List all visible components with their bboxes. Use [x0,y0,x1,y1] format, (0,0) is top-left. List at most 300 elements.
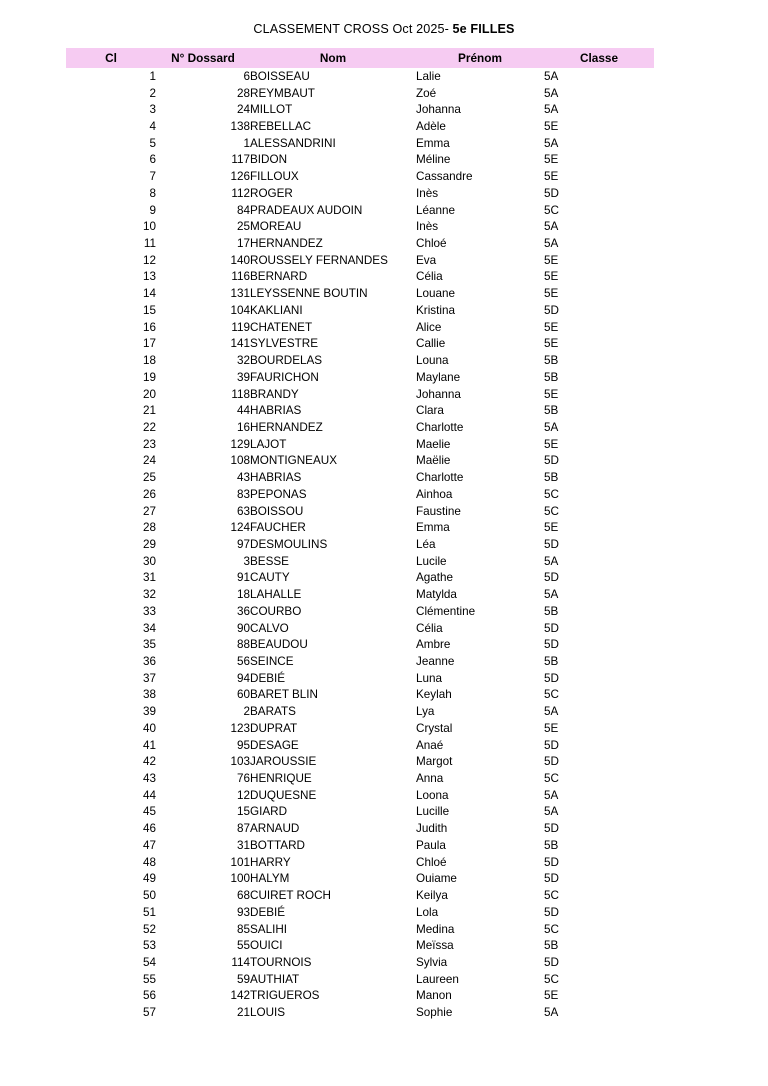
cell-firstname: Paula [416,838,446,852]
cell-class: 5D [544,855,559,869]
cell-class: 5A [544,1006,559,1020]
cell-class: 5C [544,922,559,936]
cell-firstname: Célia [416,621,443,635]
table-row [66,118,654,135]
cell-class: 5D [544,872,559,886]
cell-rank: 40 [142,721,156,735]
cell-name: HENRIQUE [250,772,312,786]
cell-name: ROUSSELY FERNANDES [250,253,388,267]
cell-firstname: Léa [416,537,436,551]
cell-name: TOURNOIS [250,955,312,969]
cell-name: ARNAUD [250,822,300,836]
cell-name: CALVO [250,621,289,635]
cell-name: HARRY [250,855,291,869]
table-row [66,269,654,286]
cell-firstname: Jeanne [416,655,455,669]
cell-class: 5A [544,136,559,150]
cell-class: 5E [544,437,559,451]
cell-name: CHATENET [250,320,313,334]
cell-bib: 76 [236,772,250,786]
cell-firstname: Maylane [416,370,461,384]
cell-name: PEPONAS [250,487,307,501]
cell-rank: 22 [142,420,156,434]
cell-name: FILLOUX [250,170,299,184]
cell-name: HABRIAS [250,471,302,485]
cell-class: 5B [544,655,559,669]
cell-bib: 31 [236,838,250,852]
cell-class: 5A [544,237,559,251]
cell-class: 5B [544,370,559,384]
cell-firstname: Laureen [416,972,459,986]
cell-name: JAROUSSIE [250,755,317,769]
cell-rank: 10 [142,220,156,234]
cell-class: 5E [544,337,559,351]
cell-name: DESAGE [250,738,299,752]
cell-bib: 18 [236,588,250,602]
cell-rank: 27 [142,504,156,518]
cell-bib: 44 [236,404,250,418]
table-row [66,737,654,754]
cell-firstname: Agathe [416,571,454,585]
table-row [66,570,654,587]
table-row [66,804,654,821]
table-row [66,336,654,353]
cell-bib: 94 [236,671,250,685]
table-row [66,285,654,302]
cell-bib: 142 [230,989,250,1003]
table-row [66,218,654,235]
cell-bib: 103 [230,755,250,769]
cell-bib: 16 [236,420,250,434]
cell-rank: 56 [142,989,156,1003]
cell-bib: 131 [230,287,250,301]
table-row [66,753,654,770]
cell-rank: 15 [142,303,156,317]
cell-class: 5D [544,738,559,752]
cell-class: 5C [544,889,559,903]
cell-rank: 17 [142,337,156,351]
cell-bib: 43 [236,471,250,485]
page-title [0,21,768,37]
cell-bib: 24 [236,103,250,117]
cell-class: 5E [544,287,559,301]
cell-class: 5D [544,822,559,836]
cell-firstname: Luna [416,671,443,685]
cell-name: MONTIGNEAUX [250,454,338,468]
cell-firstname: Charlotte [416,471,464,485]
cell-firstname: Adèle [416,120,446,134]
table-row [66,352,654,369]
cell-bib: 93 [236,905,250,919]
cell-firstname: Sylvia [416,955,448,969]
cell-firstname: Clémentine [416,604,476,618]
cell-name: BOISSOU [250,504,304,518]
table-row [66,536,654,553]
table-row [66,101,654,118]
cell-rank: 2 [149,86,156,100]
cell-name: AUTHIAT [250,972,300,986]
cell-firstname: Ainhoa [416,487,453,501]
cell-firstname: Chloé [416,855,447,869]
cell-rank: 37 [142,671,156,685]
cell-name: MOREAU [250,220,302,234]
cell-class: 5D [544,905,559,919]
table-row [66,185,654,202]
table-row [66,988,654,1005]
table-row [66,887,654,904]
cell-firstname: Ambre [416,638,451,652]
cell-bib: 112 [231,186,250,200]
cell-class: 5A [544,86,559,100]
cell-firstname: Lalie [416,69,441,83]
table-body [66,68,654,1021]
cell-rank: 35 [142,638,156,652]
cell-name: REBELLAC [250,120,312,134]
cell-name: LAHALLE [250,588,302,602]
table-row [66,837,654,854]
cell-rank: 48 [142,855,156,869]
cell-class: 5A [544,103,559,117]
cell-class: 5C [544,504,559,518]
cell-rank: 38 [142,688,156,702]
cell-bib: 36 [236,604,250,618]
cell-firstname: Lucile [416,554,447,568]
cell-bib: 39 [236,370,250,384]
cell-name: CUIRET ROCH [250,889,331,903]
cell-firstname: Loona [416,788,449,802]
cell-rank: 46 [142,822,156,836]
cell-name: LOUIS [250,1006,286,1020]
column-header-rank: Cl [66,48,156,68]
cell-bib: 91 [236,571,250,585]
cell-firstname: Méline [416,153,451,167]
cell-class: 5A [544,69,559,83]
table-row [66,453,654,470]
cell-bib: 84 [236,203,250,217]
cell-name: LEYSSENNE BOUTIN [250,287,368,301]
cell-bib: 32 [236,354,250,368]
cell-firstname: Johanna [416,103,461,117]
cell-rank: 31 [142,571,156,585]
cell-class: 5E [544,120,559,134]
cell-class: 5D [544,671,559,685]
cell-rank: 45 [142,805,156,819]
table-row [66,937,654,954]
cell-name: HABRIAS [250,404,302,418]
table-row [66,152,654,169]
table-row [66,469,654,486]
table-row [66,168,654,185]
cell-bib: 117 [231,153,250,167]
cell-rank: 16 [142,320,156,334]
cell-class: 5E [544,153,559,167]
cell-firstname: Callie [416,337,446,351]
cell-rank: 52 [142,922,156,936]
cell-rank: 43 [142,772,156,786]
ranking-table [66,48,654,1021]
cell-class: 5E [544,170,559,184]
cell-rank: 51 [142,905,156,919]
cell-rank: 19 [142,370,156,384]
cell-bib: 85 [236,922,250,936]
cell-name: BERNARD [250,270,308,284]
table-row [66,687,654,704]
cell-rank: 24 [142,454,156,468]
cell-class: 5E [544,320,559,334]
table-row [66,402,654,419]
cell-rank: 5 [149,136,156,150]
cell-name: BESSE [250,554,289,568]
cell-bib: 3 [243,554,250,568]
cell-rank: 33 [142,604,156,618]
cell-bib: 118 [231,387,250,401]
cell-name: HERNANDEZ [250,420,323,434]
cell-class: 5C [544,772,559,786]
cell-rank: 23 [142,437,156,451]
cell-bib: 56 [236,655,250,669]
cell-firstname: Cassandre [416,170,473,184]
cell-name: SALIHI [250,922,288,936]
cell-class: 5D [544,638,559,652]
cell-class: 5B [544,939,559,953]
cell-firstname: Charlotte [416,420,464,434]
table-row [66,68,654,85]
cell-class: 5C [544,972,559,986]
table-row [66,720,654,737]
cell-rank: 28 [142,521,156,535]
table-row [66,503,654,520]
cell-firstname: Inès [416,220,439,234]
cell-rank: 25 [142,471,156,485]
table-row [66,820,654,837]
table-row [66,302,654,319]
cell-bib: 90 [236,621,250,635]
cell-firstname: Emma [416,521,450,535]
cell-rank: 8 [149,186,156,200]
table-row [66,703,654,720]
cell-bib: 104 [230,303,250,317]
cell-bib: 95 [236,738,250,752]
cell-rank: 21 [142,404,156,418]
cell-bib: 68 [236,889,250,903]
cell-bib: 140 [230,253,250,267]
cell-class: 5B [544,604,559,618]
cell-class: 5D [544,454,559,468]
cell-name: DESMOULINS [250,537,328,551]
cell-firstname: Manon [416,989,452,1003]
cell-name: BOTTARD [250,838,305,852]
cell-name: BARATS [250,705,296,719]
cell-bib: 126 [230,170,250,184]
cell-class: 5A [544,805,559,819]
column-header-firstname: Prénom [416,48,544,68]
table-row [66,586,654,603]
cell-name: TRIGUEROS [250,989,320,1003]
cell-firstname: Louane [416,287,456,301]
cell-firstname: Maëlie [416,454,451,468]
cell-name: BIDON [250,153,288,167]
cell-firstname: Lya [416,705,435,719]
cell-bib: 28 [236,86,250,100]
table-row [66,871,654,888]
cell-firstname: Eva [416,253,437,267]
cell-firstname: Zoé [416,86,437,100]
cell-rank: 42 [142,755,156,769]
cell-class: 5A [544,554,559,568]
table-row [66,202,654,219]
cell-firstname: Keylah [416,688,452,702]
table-row [66,436,654,453]
cell-firstname: Kristina [416,303,455,317]
cell-rank: 20 [142,387,156,401]
cell-bib: 108 [230,454,250,468]
table-row [66,787,654,804]
cell-bib: 124 [230,521,250,535]
cell-rank: 34 [142,621,156,635]
cell-rank: 57 [142,1006,156,1020]
cell-name: HERNANDEZ [250,237,323,251]
cell-firstname: Ouiame [416,872,457,886]
cell-firstname: Célia [416,270,443,284]
cell-name: ALESSANDRINI [250,136,336,150]
table-row [66,1004,654,1021]
cell-class: 5D [544,621,559,635]
cell-firstname: Chloé [416,237,447,251]
table-row [66,921,654,938]
cell-bib: 60 [236,688,250,702]
cell-bib: 87 [236,822,250,836]
cell-bib: 59 [236,972,250,986]
cell-bib: 17 [236,237,250,251]
cell-name: COURBO [250,604,302,618]
column-header-class: Classe [544,48,654,68]
cell-rank: 14 [142,287,156,301]
cell-name: BEAUDOU [250,638,308,652]
cell-name: SEINCE [250,655,294,669]
cell-bib: 15 [236,805,250,819]
cell-name: DUPRAT [250,721,298,735]
cell-class: 5B [544,838,559,852]
cell-class: 5A [544,788,559,802]
table-row [66,954,654,971]
table-row [66,636,654,653]
cell-name: BOURDELAS [250,354,323,368]
cell-rank: 50 [142,889,156,903]
cell-class: 5D [544,186,559,200]
cell-firstname: Keilya [416,889,448,903]
cell-rank: 11 [143,237,156,251]
cell-bib: 2 [243,705,250,719]
cell-firstname: Inès [416,186,439,200]
table-row [66,770,654,787]
cell-rank: 30 [142,554,156,568]
cell-class: 5A [544,588,559,602]
cell-rank: 44 [142,788,156,802]
cell-firstname: Anaé [416,738,444,752]
cell-class: 5D [544,755,559,769]
cell-class: 5B [544,354,559,368]
cell-firstname: Alice [416,320,442,334]
cell-rank: 18 [142,354,156,368]
table-row [66,553,654,570]
cell-class: 5E [544,721,559,735]
table-row [66,854,654,871]
cell-class: 5E [544,989,559,1003]
table-row [66,419,654,436]
cell-rank: 49 [142,872,156,886]
page-title-main: CLASSEMENT CROSS Oct 2025- [253,22,453,36]
cell-firstname: Margot [416,755,453,769]
cell-bib: 21 [236,1006,250,1020]
cell-bib: 6 [243,69,250,83]
cell-bib: 114 [231,955,250,969]
cell-bib: 116 [231,270,250,284]
cell-firstname: Faustine [416,504,461,518]
cell-bib: 119 [231,320,250,334]
cell-firstname: Crystal [416,721,453,735]
cell-name: BOISSEAU [250,69,310,83]
cell-class: 5E [544,270,559,284]
cell-name: CAUTY [250,571,290,585]
cell-rank: 47 [142,838,156,852]
cell-bib: 1 [243,136,250,150]
cell-class: 5C [544,203,559,217]
cell-rank: 39 [142,705,156,719]
cell-name: KAKLIANI [250,303,303,317]
cell-name: SYLVESTRE [250,337,318,351]
cell-rank: 12 [142,253,156,267]
table-header-row [66,48,654,68]
table-row [66,386,654,403]
cell-rank: 55 [142,972,156,986]
cell-class: 5C [544,487,559,501]
cell-rank: 6 [149,153,156,167]
cell-class: 5D [544,537,559,551]
table-row [66,971,654,988]
cell-class: 5A [544,420,559,434]
cell-name: DUQUESNE [250,788,317,802]
cell-rank: 41 [142,738,156,752]
cell-bib: 88 [236,638,250,652]
cell-firstname: Lucille [416,805,450,819]
cell-name: REYMBAUT [250,86,315,100]
cell-firstname: Lola [416,905,439,919]
table-row [66,620,654,637]
cell-name: MILLOT [250,103,293,117]
table-row [66,85,654,102]
table-row [66,670,654,687]
cell-name: DEBIÉ [250,905,286,919]
cell-rank: 4 [149,120,156,134]
table-row [66,369,654,386]
cell-rank: 36 [142,655,156,669]
cell-firstname: Johanna [416,387,461,401]
cell-rank: 3 [149,103,156,117]
cell-class: 5D [544,955,559,969]
cell-bib: 97 [236,537,250,551]
cell-firstname: Judith [416,822,448,836]
cell-bib: 63 [236,504,250,518]
table-row [66,486,654,503]
cell-name: OUICI [250,939,283,953]
table-row [66,135,654,152]
cell-name: BARET BLIN [250,688,318,702]
table-row [66,235,654,252]
table-row [66,319,654,336]
cell-firstname: Matylda [416,588,457,602]
cell-rank: 29 [142,537,156,551]
cell-rank: 26 [142,487,156,501]
